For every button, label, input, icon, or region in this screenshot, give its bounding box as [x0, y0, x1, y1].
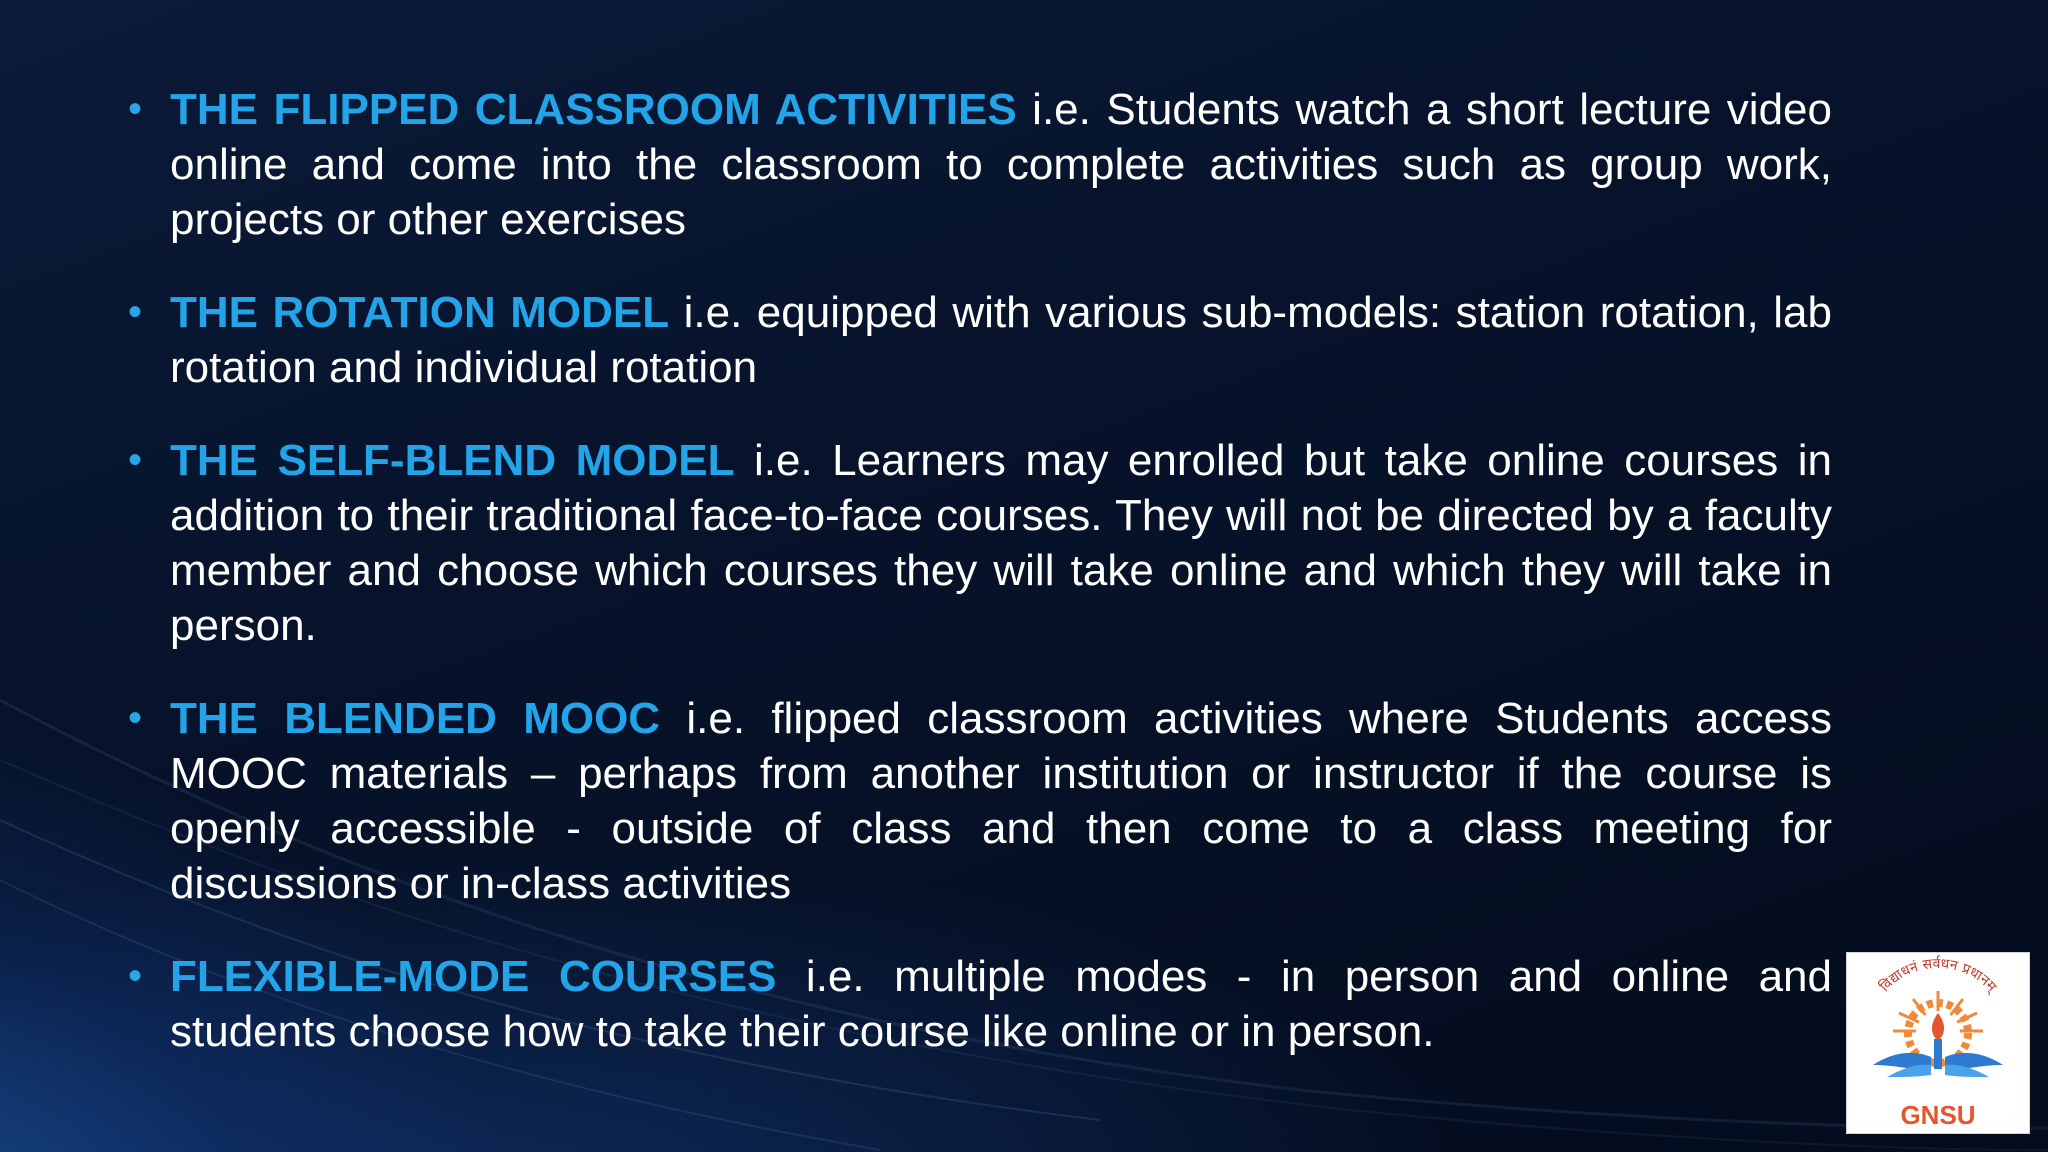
bullet-item-self-blend-model: [128, 433, 1832, 653]
bullet-item-flexible-mode: [128, 949, 1832, 1059]
bullet-heading: THE ROTATION MODEL: [170, 288, 670, 337]
svg-text:विद्याधनं सर्वधन प्रधानम्: [1876, 955, 2001, 997]
bullet-item-blended-mooc: [128, 691, 1832, 911]
bullet-dot: •: [128, 290, 143, 334]
bullet-list: [128, 82, 1832, 1097]
bullet-heading: THE FLIPPED CLASSROOM ACTIVITIES: [170, 85, 1017, 134]
bullet-item-rotation-model: [128, 285, 1832, 395]
bullet-dot: •: [128, 438, 143, 482]
logo-motto: विद्याधनं सर्वधन प्रधानम्: [1876, 955, 2000, 995]
bullet-dot: •: [128, 87, 143, 131]
bullet-heading: THE SELF-BLEND MODEL: [170, 436, 735, 485]
bullet-text: i.e. multiple modes - in person and online and students choose how to take their course like online or in person.: [170, 952, 1832, 1056]
bullet-text: i.e. Learners may enrolled but take online courses in addition to their traditional face-to-face courses. They will not be directed by a faculty member and choose which courses they will take online and which they will take in person.: [170, 436, 1832, 650]
bullet-text: i.e. equipped with various sub-models: station rotation, lab rotation and individual rotation: [170, 288, 1832, 392]
logo-text: GNSU: [1900, 1100, 1976, 1130]
bullet-heading: THE BLENDED MOOC: [170, 694, 661, 743]
bullet-item-flipped-classroom: [128, 82, 1832, 247]
bullet-text: i.e. flipped classroom activities where Students access MOOC materials – perhaps from another institution or instructor if the course is openly accessible - outside of class and then come to a class meeting for discussions or in-class activities: [170, 694, 1832, 908]
university-emblem-icon: [1847, 953, 2029, 1103]
bullet-dot: •: [128, 696, 143, 740]
bullet-text: i.e. Students watch a short lecture video online and come into the classroom to complete activities such as group work, projects or other exercises: [170, 85, 1832, 244]
bullet-heading: FLEXIBLE-MODE COURSES: [170, 952, 777, 1001]
bullet-dot: •: [128, 954, 143, 998]
gnsu-logo: [1846, 952, 2030, 1134]
